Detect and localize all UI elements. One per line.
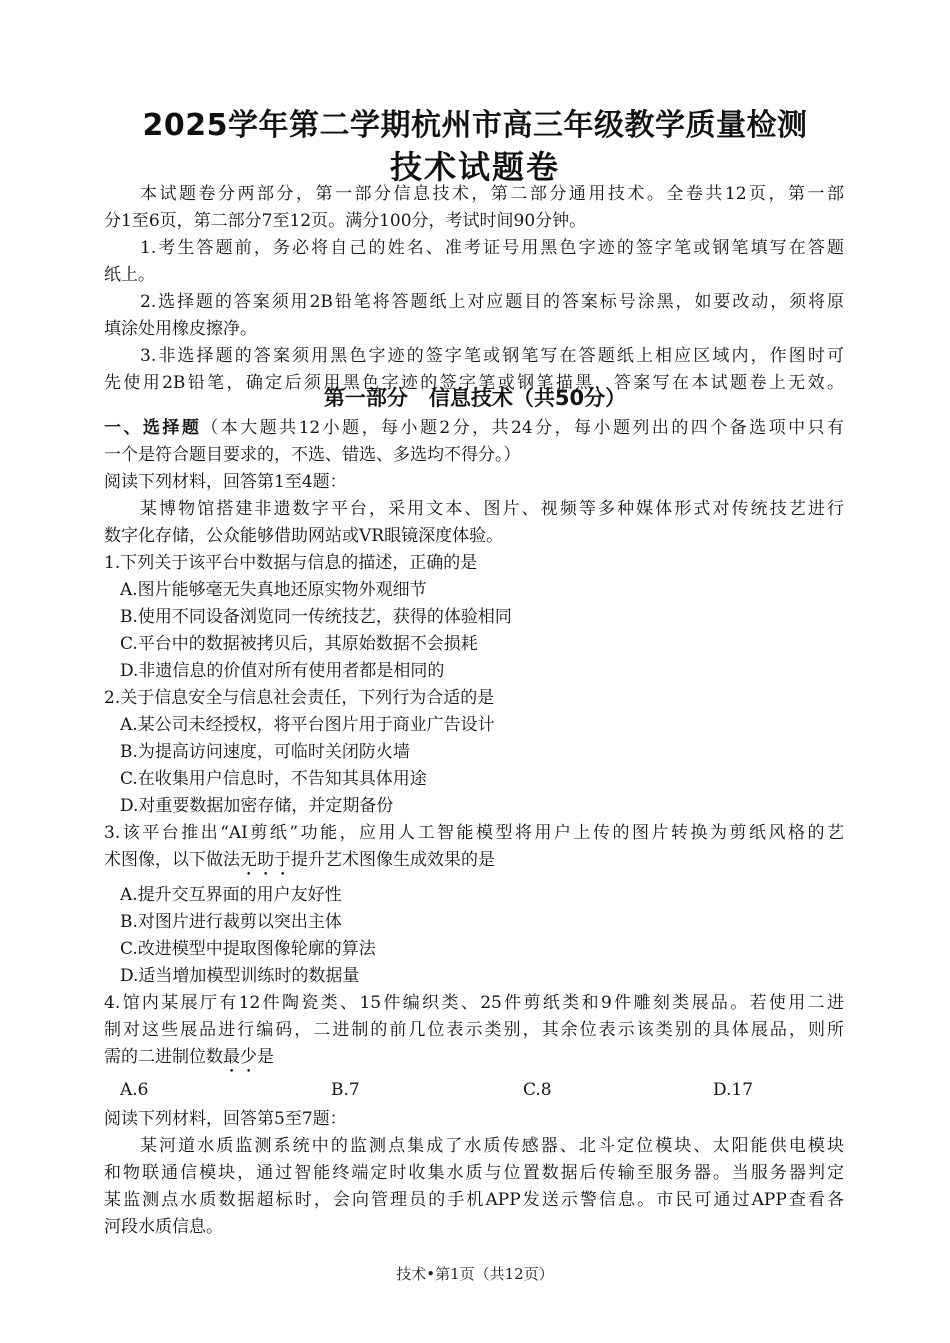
stem-text: 是 bbox=[257, 1047, 274, 1067]
emphasized-text: 无助于 bbox=[240, 850, 291, 870]
exam-subtitle: 技术试题卷 bbox=[389, 148, 560, 186]
page-footer: 技术•第1页（共12页） bbox=[396, 1265, 554, 1283]
question-3-option: C.改进模型中提取图像轮廓的算法 bbox=[120, 939, 376, 959]
note-1-line: 1.考生答题前，务必将自己的姓名、准考证号用黑色字迹的签字笔或钢笔填写在答题 bbox=[140, 238, 844, 258]
question-3-stem: 3.该平台推出“AI剪纸”功能，应用人工智能模型将用户上传的图片转换为剪纸风格的艺 bbox=[104, 823, 844, 843]
question-4-option: B.7 bbox=[331, 1080, 360, 1100]
intro-line: 本试题卷分两部分，第一部分信息技术，第二部分通用技术。全卷共12页，第一部 bbox=[140, 184, 844, 204]
question-3-option: A.提升交互界面的用户友好性 bbox=[120, 885, 342, 905]
note-3-line: 3.非选择题的答案须用黑色字迹的签字笔或钢笔写在答题纸上相应区域内，作图时可 bbox=[140, 346, 844, 366]
question-3-option: D.适当增加模型训练时的数据量 bbox=[120, 966, 360, 986]
material-line: 某河道水质监测系统中的监测点集成了水质传感器、北斗定位模块、太阳能供电模块 bbox=[140, 1136, 844, 1156]
question-2-option: A.某公司未经授权，将平台图片用于商业广告设计 bbox=[120, 715, 495, 735]
section-description: （本大题共12小题，每小题2分，共24分，每小题列出的四个备选项中只有 bbox=[201, 418, 844, 438]
question-2-stem: 2.关于信息安全与信息社会责任，下列行为合适的是 bbox=[104, 688, 495, 708]
material-line: 河段水质信息。 bbox=[104, 1217, 223, 1237]
material-line: 和物联通信模块，通过智能终端定时收集水质与位置数据后传输至服务器。当服务器判定 bbox=[104, 1163, 844, 1183]
question-1-option: A.图片能够毫无失真地还原实物外观细节 bbox=[120, 580, 427, 600]
emphasized-text: 最少 bbox=[223, 1047, 257, 1067]
note-3-line: 先使用2B铅笔，确定后须用黑色字迹的签字笔或钢笔描黑，答案写在本试题卷上无效。 bbox=[104, 373, 844, 393]
stem-text: 术图像，以下做法 bbox=[104, 850, 240, 870]
question-4-stem bbox=[104, 1044, 844, 1077]
question-2-option: B.为提高访问速度，可临时关闭防火墙 bbox=[120, 742, 410, 762]
question-4-option: A.6 bbox=[120, 1080, 149, 1100]
stem-text: 提升艺术图像生成效果的是 bbox=[291, 850, 495, 870]
part-one-title: 第一部分 信息技术（共50分） bbox=[323, 386, 627, 410]
note-1-line: 纸上。 bbox=[104, 265, 155, 285]
question-4-stem: 制对这些展品进行编码，二进制的前几位表示类别，其余位表示该类别的具体展品，则所 bbox=[104, 1020, 844, 1040]
exam-title: 2025学年第二学期杭州市高三年级教学质量检测 bbox=[142, 108, 808, 143]
note-2-line: 2.选择题的答案须用2B铅笔将答题纸上对应题目的答案标号涂黑，如要改动，须将原 bbox=[140, 292, 844, 312]
material-line: 某博物馆搭建非遗数字平台，采用文本、图片、视频等多种媒体形式对传统技艺进行 bbox=[140, 499, 844, 519]
question-1-option: C.平台中的数据被拷贝后，其原始数据不会损耗 bbox=[120, 634, 478, 654]
section-heading bbox=[104, 415, 844, 442]
question-4-stem: 4.馆内某展厅有12件陶瓷类、15件编织类、25件剪纸类和9件雕刻类展品。若使用二进 bbox=[104, 993, 844, 1013]
question-1-stem: 1.下列关于该平台中数据与信息的描述，正确的是 bbox=[104, 553, 478, 573]
stem-text: 需的二进制位数 bbox=[104, 1047, 223, 1067]
section-description-line: 一个是符合题目要求的，不选、错选、多选均不得分。） bbox=[104, 445, 521, 465]
material-line: 某监测点水质数据超标时，会向管理员的手机APP发送示警信息。市民可通过APP查看各 bbox=[104, 1190, 844, 1210]
question-2-option: D.对重要数据加密存储，并定期备份 bbox=[120, 796, 394, 816]
question-1-option: D.非遗信息的价值对所有使用者都是相同的 bbox=[120, 661, 445, 681]
question-1-option: B.使用不同设备浏览同一传统技艺，获得的体验相同 bbox=[120, 607, 512, 627]
material-lead: 阅读下列材料，回答第1至4题： bbox=[104, 472, 347, 492]
section-label: 一、选择题 bbox=[104, 418, 202, 438]
intro-line: 分1至6页，第二部分7至12页。满分100分，考试时间90分钟。 bbox=[104, 211, 587, 231]
question-3-stem bbox=[104, 847, 844, 880]
material-line: 数字化存储，公众能够借助网站或VR眼镜深度体验。 bbox=[104, 526, 504, 546]
note-2-line: 填涂处用橡皮擦净。 bbox=[104, 319, 257, 339]
material-lead: 阅读下列材料，回答第5至7题： bbox=[104, 1109, 347, 1129]
question-4-option: C.8 bbox=[523, 1080, 552, 1100]
question-4-option: D.17 bbox=[713, 1080, 754, 1100]
question-2-option: C.在收集用户信息时，不告知其具体用途 bbox=[120, 769, 427, 789]
question-3-option: B.对图片进行裁剪以突出主体 bbox=[120, 912, 342, 932]
